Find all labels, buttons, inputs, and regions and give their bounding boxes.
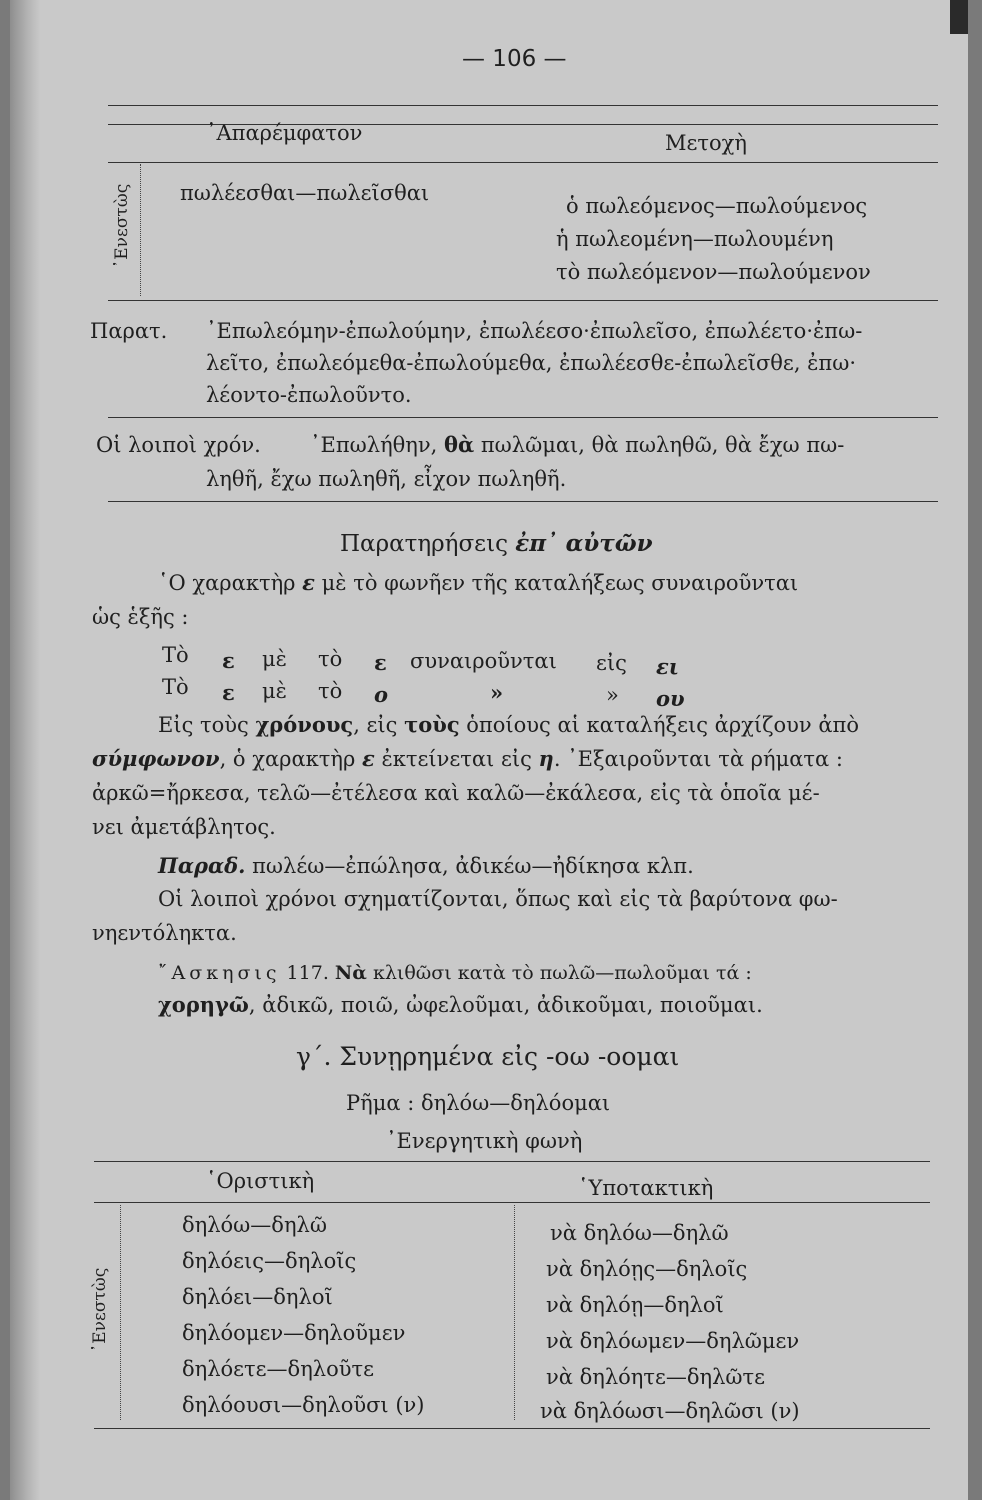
other-tenses-label: Οἱ λοιποὶ χρόν. — [96, 433, 261, 457]
page-number: — 106 — — [462, 46, 567, 72]
table1-row-divider — [140, 164, 141, 296]
rule2-letter: ε — [222, 680, 235, 705]
imperfect-line: λέοντο-ἐπωλοῦντο. — [206, 383, 412, 407]
ditto-mark: » — [490, 680, 504, 705]
rule1-word: τὸ — [318, 647, 343, 671]
rule1-word: Τὸ — [162, 643, 189, 667]
table1-header-rule — [108, 162, 938, 163]
table2-col-indicative: ῾Οριστικὴ — [206, 1169, 315, 1193]
indicative-form: δηλόουσι—δηλοῦσι (ν) — [182, 1393, 425, 1417]
table1-infinitive: πωλέεσθαι—πωλεῖσθαι — [180, 181, 430, 205]
rule2-letter: ο — [374, 682, 389, 707]
subjunctive-form: νὰ δηλόω—δηλῶ — [550, 1221, 729, 1245]
observations-line-2: ὡς ἑξῆς : — [92, 605, 189, 629]
rest-tenses-line-1: Οἱ λοιποὶ χρόνοι σχηματίζονται, ὅπως καὶ εἰς τὰ βαρύτονα φω- — [158, 887, 838, 911]
page-binding — [10, 0, 40, 1500]
subjunctive-form: νὰ δηλόητε—δηλῶτε — [546, 1365, 766, 1389]
indicative-form: δηλόομεν—δηλοῦμεν — [182, 1321, 406, 1345]
rule1-word: εἰς — [596, 651, 627, 675]
subjunctive-form: νὰ δηλόωμεν—δηλῶμεν — [546, 1329, 800, 1353]
rule1-result: ει — [656, 654, 679, 679]
observations-line-1: ῾Ο χαρακτὴρ ε μὲ τὸ φωνῆεν τῆς καταλήξεως συναιροῦνται — [158, 570, 799, 595]
imperfect-rule — [108, 417, 938, 418]
rule2-result: ου — [656, 686, 685, 711]
table2-bottom-rule — [94, 1428, 930, 1429]
table1-participle-line: τὸ πωλεόμενον—πωλούμενον — [556, 260, 871, 284]
rest-tenses-line-2: νηεντόληκτα. — [92, 921, 237, 945]
observations-para-line-3: ἀρκῶ=ἤρκεσα, τελῶ—ἐτέλεσα καὶ καλῶ—ἐκάλεσα, εἰς τὰ ὁποῖα μέ- — [92, 781, 820, 805]
book-page — [10, 0, 968, 1500]
table1-col-participle: Μετοχὴ — [665, 131, 747, 155]
table1-participle-line: ἡ πωλεομένη—πωλουμένη — [556, 227, 834, 251]
section-c-verb: Ρῆμα : δηλόω—δηλόομαι — [346, 1091, 611, 1115]
indicative-form: δηλόω—δηλῶ — [182, 1213, 327, 1237]
ditto-mark: » — [606, 683, 619, 707]
exercise-line-1: ῎Ασκησις 117. Νὰ κλιθῶσι κατὰ τὸ πωλῶ—πωλοῦμαι τά : — [158, 962, 752, 984]
section-c-title: γ΄. Συνῃρημένα εἰς -οω -οομαι — [296, 1042, 680, 1071]
subjunctive-form: νὰ δηλόῃς—δηλοῖς — [546, 1257, 748, 1281]
rule1-word: μὲ — [262, 647, 287, 671]
table2-row-divider — [120, 1205, 121, 1420]
table2-col-subjunctive: ῾Υποτακτικὴ — [578, 1176, 714, 1200]
table2-header-rule — [94, 1202, 930, 1203]
rule1-letter: ε — [222, 648, 235, 673]
rule1-letter: ε — [374, 650, 387, 675]
observations-heading: Παρατηρήσεις ἐπ᾽ αὐτῶν — [340, 530, 653, 557]
table1-top-rule — [108, 105, 938, 106]
page-corner — [950, 0, 968, 34]
table1-participle-line: ὁ πωλεόμενος—πωλούμενος — [566, 194, 868, 218]
rule2-word: μὲ — [262, 679, 287, 703]
other-tenses-line-1: ᾿Επωλήθην, θὰ πωλῶμαι, θὰ πωληθῶ, θὰ ἔχω πω- — [310, 432, 845, 457]
table1-bottom-rule — [108, 300, 938, 301]
observations-para-line-4: νει ἀμετάβλητος. — [92, 815, 276, 839]
subjunctive-form: νὰ δηλόῃ—δηλοῖ — [546, 1293, 724, 1317]
indicative-form: δηλόετε—δηλοῦτε — [182, 1357, 374, 1381]
table2-col-divider — [514, 1205, 515, 1420]
table2-top-rule — [94, 1161, 930, 1162]
other-tenses-rule — [108, 501, 938, 502]
imperfect-line: ᾿Επωλεόμην-ἐπωλούμην, ἐπωλέεσο·ἐπωλεῖσο, ἐπωλέετο·ἐπω- — [206, 319, 863, 343]
observations-para-line-2: σύμφωνον, ὁ χαρακτὴρ ε ἐκτείνεται εἰς η. ᾿Εξαιροῦνται τὰ ρήματα : — [92, 746, 843, 771]
imperfect-line: λεῖτο, ἐπωλεόμεθα-ἐπωλούμεθα, ἐπωλέεσθε-ἐπωλεῖσθε, ἐπω· — [206, 351, 857, 375]
other-tenses-line-2: ληθῆ, ἔχω πωληθῆ, εἶχον πωληθῆ. — [206, 467, 567, 491]
table2-row-label: ᾿Ενεστὼς — [90, 1267, 110, 1353]
exercise-line-2: χορηγῶ, ἀδικῶ, ποιῶ, ὠφελοῦμαι, ἀδικοῦμαι, ποιοῦμαι. — [158, 992, 763, 1017]
table1-col-infinitive: ᾿Απαρέμφατον — [206, 121, 363, 145]
rule2-word: Τὸ — [162, 675, 189, 699]
example-line: Παραδ. πωλέω—ἐπώλησα, ἀδικέω—ἠδίκησα κλπ. — [158, 853, 694, 878]
observations-para-line-1: Εἰς τοὺς χρόνους, εἰς τοὺς ὁποίους αἱ καταλήξεις ἀρχίζουν ἀπὸ — [158, 712, 859, 737]
indicative-form: δηλόει—δηλοῖ — [182, 1285, 333, 1309]
table1-row-label: ᾿Ενεστὼς — [112, 183, 132, 269]
rule1-word: συναιροῦνται — [410, 649, 557, 673]
section-c-voice: ᾿Ενεργητικὴ φωνὴ — [386, 1129, 583, 1153]
subjunctive-form: νὰ δηλόωσι—δηλῶσι (ν) — [540, 1399, 800, 1423]
indicative-form: δηλόεις—δηλοῖς — [182, 1249, 357, 1273]
imperfect-label: Παρατ. — [90, 319, 168, 343]
rule2-word: τὸ — [318, 679, 343, 703]
